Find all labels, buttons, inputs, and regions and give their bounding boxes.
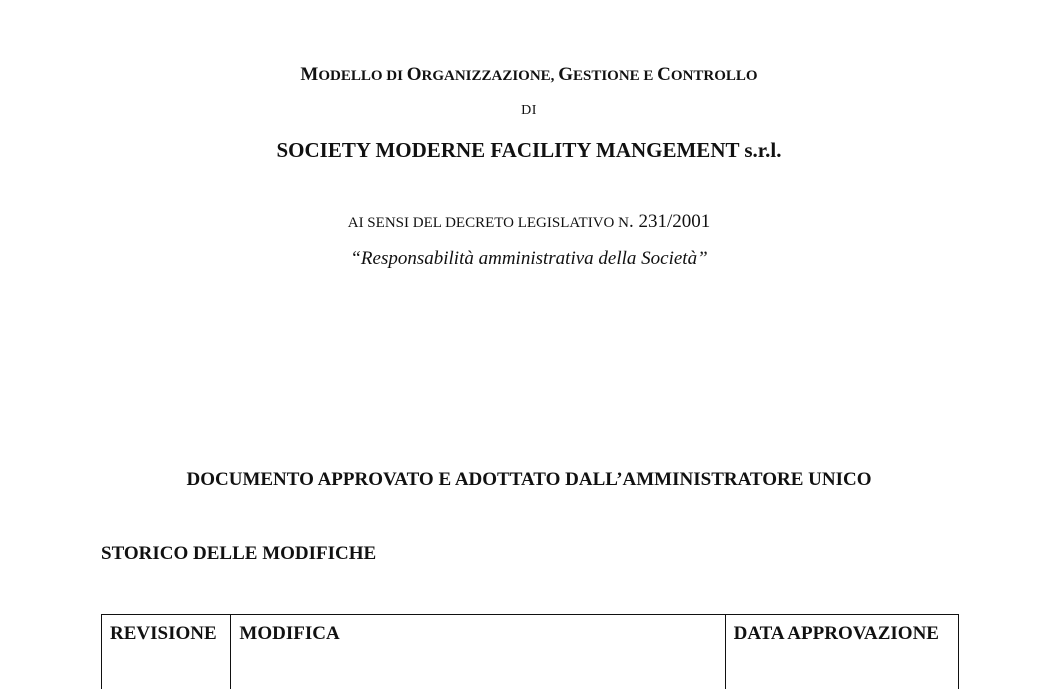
decree-reference: AI SENSI DEL DECRETO LEGISLATIVO N. 231/2001 [0,211,1058,233]
history-title: STORICO DELLE MODIFICHE [101,543,376,565]
column-header-modifica: MODIFICA [231,615,725,689]
history-header-row [102,615,959,689]
company-name: SOCIETY MODERNE FACILITY MANGEMENT s.r.l. [0,138,1058,163]
column-header-data-approvazione: DATA APPROVAZIONE [725,615,958,689]
history-table [101,614,959,689]
model-title: MODELLO DI ORGANIZZAZIONE, GESTIONE E CONTROLLO [0,64,1058,86]
di-connector: DI [0,103,1058,119]
approval-statement: DOCUMENTO APPROVATO E ADOTTATO DALL’AMMINISTRATORE UNICO [0,469,1058,491]
column-header-revisione: REVISIONE [102,615,231,689]
document-subtitle: “Responsabilità amministrativa della Società” [0,248,1058,270]
